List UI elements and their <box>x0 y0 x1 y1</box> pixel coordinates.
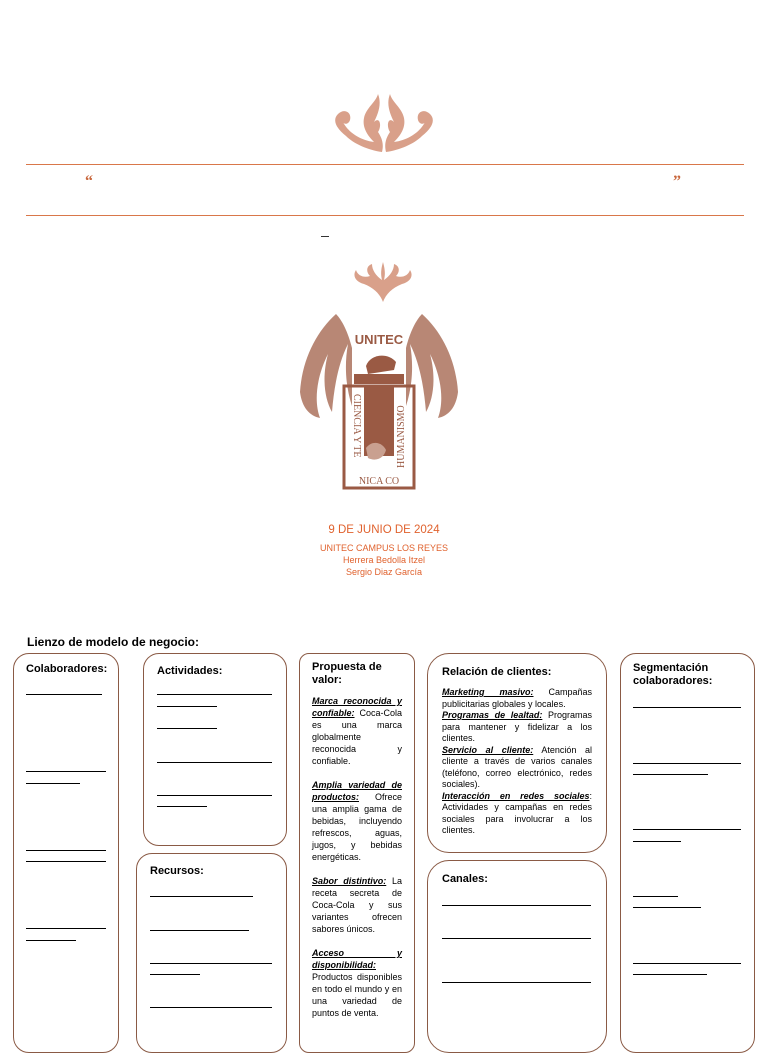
bottom-rule <box>26 215 744 216</box>
segmentacion-line <box>633 763 741 764</box>
recursos-line <box>150 896 253 897</box>
colaboradores-line <box>26 940 76 941</box>
recursos-line <box>150 1007 272 1008</box>
top-rule <box>26 164 744 165</box>
close-quote: ” <box>673 173 681 190</box>
relacion-title: Relación de clientes: <box>442 666 552 678</box>
actividades-line <box>157 795 272 796</box>
cover-campus: UNITEC CAMPUS LOS REYES <box>319 543 449 553</box>
colaboradores-line <box>26 771 106 772</box>
actividades-line <box>157 762 272 763</box>
actividades-line <box>157 806 207 807</box>
colaboradores-line <box>26 694 102 695</box>
actividades-line <box>157 694 272 695</box>
recursos-box <box>136 853 287 1053</box>
actividades-line <box>157 728 217 729</box>
relacion-item: Marketing masivo: Campañas publicitarias globales y locales. <box>442 687 592 709</box>
relacion-item: Programas de lealtad: Programas para mantener y fidelizar a los clientes. <box>442 710 592 743</box>
segmentacion-line <box>633 963 741 964</box>
open-quote: “ <box>85 173 93 190</box>
propuesta-item: Amplia variedad de productos: Ofrece una amplia gama de bebidas, incluyendo refrescos, aguas, jugos, y bebidas energéticas. <box>312 780 402 862</box>
colaboradores-line <box>26 928 106 929</box>
relacion-item: Interacción en redes sociales: Actividades y campañas en redes sociales para involucrar a los clientes. <box>442 790 592 835</box>
segmentacion-box <box>620 653 755 1053</box>
canales-line <box>442 982 591 983</box>
cover-author-1: Herrera Bedolla Itzel <box>342 555 426 565</box>
segmentacion-line <box>633 707 741 708</box>
relacion-text <box>442 687 592 837</box>
canales-line <box>442 905 591 906</box>
small-ornament <box>352 262 414 304</box>
top-ornament <box>328 92 440 156</box>
segmentacion-line <box>633 841 681 842</box>
canales-line <box>442 938 591 939</box>
actividades-title: Actividades: <box>157 665 223 677</box>
canales-box <box>427 860 607 1053</box>
cover-date: 9 DE JUNIO DE 2024 <box>328 524 440 536</box>
canales-title: Canales: <box>442 873 488 885</box>
recursos-line <box>150 930 249 931</box>
segmentacion-line <box>633 974 707 975</box>
actividades-box <box>143 653 287 846</box>
colaboradores-line <box>26 861 106 862</box>
actividades-line <box>157 706 217 707</box>
logo-arc-left: CIENCIA Y TE <box>351 394 362 458</box>
propuesta-item: Marca reconocida y confiable: Coca-Cola es una marca globalmente reconocida y confiable. <box>312 696 402 766</box>
propuesta-text <box>312 695 402 1031</box>
colaboradores-box <box>13 653 119 1053</box>
small-dash <box>321 236 329 237</box>
logo-arc-bottom: NICA CO <box>358 476 400 487</box>
relacion-item: Servicio al cliente: Atención al cliente a través de varios canales (teléfono, correo electrónico, redes sociales). <box>442 744 592 789</box>
colaboradores-title: Colaboradores: <box>26 663 108 675</box>
colaboradores-line <box>26 783 80 784</box>
propuesta-item: Sabor distintivo: La receta secreta de Coca-Cola y sus variantes ofrecen sabores únicos. <box>312 876 402 934</box>
recursos-line <box>150 963 272 964</box>
propuesta-title: Propuesta de valor: <box>312 661 382 686</box>
recursos-title: Recursos: <box>150 865 204 877</box>
segmentacion-line <box>633 896 678 897</box>
colaboradores-line <box>26 850 106 851</box>
segmentacion-title: Segmentación colaboradores: <box>633 662 713 687</box>
segmentacion-line <box>633 907 701 908</box>
propuesta-item: Acceso y disponibilidad: Productos disponibles en todo el mundo y en una variedad de puntos de venta. <box>312 948 402 1018</box>
logo-arc-right: HUMANISMO <box>396 405 407 468</box>
logo-name: UNITEC <box>354 332 404 347</box>
recursos-line <box>150 974 200 975</box>
segmentacion-line <box>633 774 708 775</box>
canvas-title: Lienzo de modelo de negocio: <box>27 635 200 649</box>
segmentacion-line <box>633 829 741 830</box>
unitec-logo <box>296 308 462 496</box>
cover-author-2: Sergio Diaz García <box>345 567 423 577</box>
